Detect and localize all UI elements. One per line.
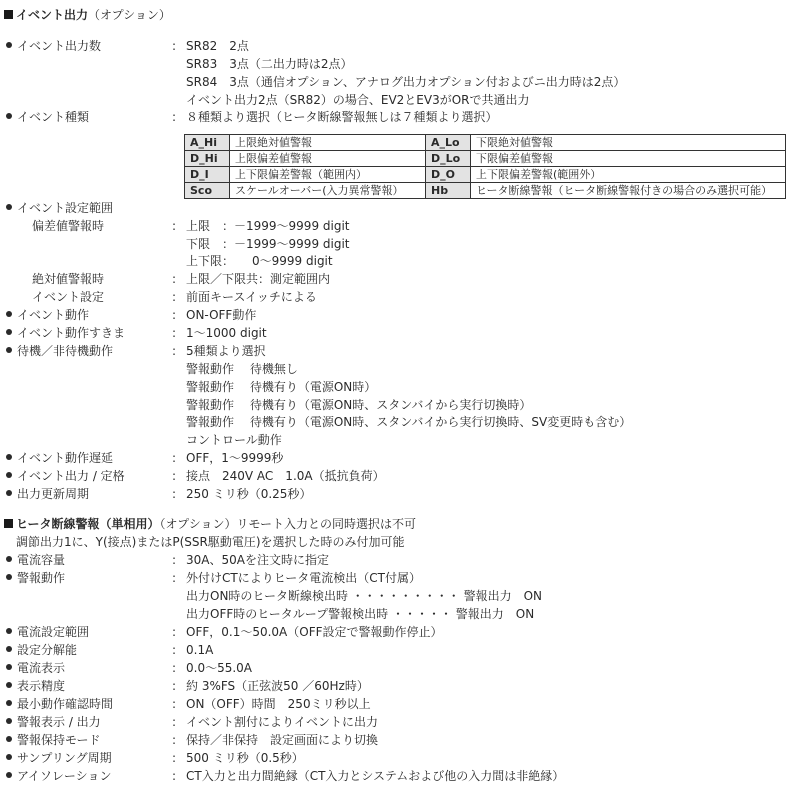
section-heading-heater-break — [4, 515, 416, 533]
section-title-sub: （オプション）リモート入力との同時選択は不可 — [159, 517, 416, 531]
bullet-icon — [6, 682, 12, 688]
spec-label-event-gap: イベント動作すきま — [6, 324, 125, 342]
bullet-icon — [6, 311, 12, 317]
spec-value: 上下限： 0～9999 digit — [186, 254, 333, 268]
bullet-icon — [6, 113, 12, 119]
spec-value: 前面キースイッチによる — [186, 290, 317, 304]
colon: : — [172, 308, 177, 322]
bullet-icon — [6, 628, 12, 634]
section-heading-event-output — [4, 6, 171, 24]
spec-label-hold-mode: 警報保持モード — [6, 731, 101, 749]
colon: : — [172, 272, 177, 286]
section-title: イベント出力 — [16, 8, 89, 22]
spec-label-event-outputs: イベント出力数 — [6, 37, 101, 55]
bullet-icon — [6, 664, 12, 670]
colon: : — [172, 751, 177, 765]
table-row — [185, 167, 786, 183]
spec-value: 接点 240V AC 1.0A（抵抗負荷） — [186, 469, 385, 483]
spec-value: 下限 ：－1999～9999 digit — [186, 237, 350, 251]
spec-sublabel-setting: イベント設定 — [32, 290, 105, 304]
bullet-icon — [6, 42, 12, 48]
colon: : — [172, 326, 177, 340]
spec-value: 警報動作 待機有り（電源ON時） — [186, 380, 377, 394]
colon: : — [172, 553, 177, 567]
spec-value: コントロール動作 — [186, 433, 282, 447]
event-code: D_Lo — [426, 151, 471, 167]
spec-label-resolution: 設定分解能 — [6, 641, 77, 659]
spec-sublabel-deviation: 偏差値警報時 — [32, 219, 105, 233]
spec-value: 警報動作 待機無し — [186, 362, 298, 376]
event-code: A_Hi — [185, 135, 230, 151]
spec-value: ON-OFF動作 — [186, 308, 257, 322]
spec-value: 1～1000 digit — [186, 326, 267, 340]
spec-label-update: 出力更新周期 — [6, 485, 89, 503]
colon: : — [172, 733, 177, 747]
event-description: ヒータ断線警報（ヒータ断線警報付きの場合のみ選択可能） — [471, 183, 786, 199]
spec-value: OFF，1～9999秒 — [186, 451, 284, 465]
event-description: 上限偏差値警報 — [230, 151, 426, 167]
colon: : — [172, 625, 177, 639]
table-row — [185, 135, 786, 151]
colon: : — [172, 451, 177, 465]
event-code: Hb — [426, 183, 471, 199]
event-code: D_I — [185, 167, 230, 183]
colon: : — [172, 661, 177, 675]
spec-label-accuracy: 表示精度 — [6, 677, 65, 695]
colon: : — [172, 344, 177, 358]
spec-label-event-range: イベント設定範囲 — [6, 199, 113, 217]
spec-value: ON（OFF）時間 250ミリ秒以上 — [186, 697, 371, 711]
spec-value: SR83 3点（二出力時は2点） — [186, 57, 353, 71]
spec-value: 0.1A — [186, 643, 214, 657]
spec-sublabel-absolute: 絶対値警報時 — [32, 272, 105, 286]
spec-label-capacity: 電流容量 — [6, 551, 65, 569]
event-kinds-table — [184, 134, 786, 199]
bullet-icon — [6, 556, 12, 562]
bullet-icon — [6, 718, 12, 724]
spec-label-display: 電流表示 — [6, 659, 65, 677]
spec-value: CT入力と出力間絶縁（CT入力とシステムおよび他の入力間は非絶縁） — [186, 769, 565, 783]
spec-value: OFF，0.1～50.0A（OFF設定で警報動作停止） — [186, 625, 443, 639]
event-code: A_Lo — [426, 135, 471, 151]
event-description: 上下限偏差警報(範囲外） — [471, 167, 786, 183]
bullet-icon — [6, 454, 12, 460]
colon: : — [172, 679, 177, 693]
spec-label-alarm: 警報動作 — [6, 569, 65, 587]
spec-label-alarm-output: 警報表示 / 出力 — [6, 713, 101, 731]
square-bullet-icon — [4, 519, 13, 528]
bullet-icon — [6, 736, 12, 742]
bullet-icon — [6, 490, 12, 496]
spec-value: イベント割付によりイベントに出力 — [186, 715, 379, 729]
spec-value: 警報動作 待機有り（電源ON時、スタンバイから実行切換時、SV変更時も含む） — [186, 415, 632, 429]
bullet-icon — [6, 772, 12, 778]
bullet-icon — [6, 700, 12, 706]
spec-label-standby: 待機／非待機動作 — [6, 342, 113, 360]
table-row — [185, 183, 786, 199]
spec-label-event-kinds: イベント種類 — [6, 108, 89, 126]
spec-value: SR84 3点（通信オプション、アナログ出力オプション付およびニ出力時は2点） — [186, 75, 626, 89]
spec-value: 警報動作 待機有り（電源ON時、スタンバイから実行切換時） — [186, 398, 532, 412]
colon: : — [172, 715, 177, 729]
spec-value: 出力OFF時のヒータループ警報検出時 ・・・・・ 警報出力 ON — [186, 607, 535, 621]
colon: : — [172, 469, 177, 483]
spec-value: 出力ON時のヒータ断線検出時 ・・・・・・・・・ 警報出力 ON — [186, 589, 542, 603]
colon: : — [172, 643, 177, 657]
event-code: D_O — [426, 167, 471, 183]
bullet-icon — [6, 329, 12, 335]
table-row — [185, 151, 786, 167]
spec-value: ８種類より選択（ヒータ断線警報無しは７種類より選択） — [186, 110, 498, 124]
spec-label-delay: イベント動作遅延 — [6, 449, 113, 467]
colon: : — [172, 110, 177, 124]
bullet-icon — [6, 347, 12, 353]
spec-label-min-time: 最小動作確認時間 — [6, 695, 113, 713]
colon: : — [172, 39, 177, 53]
spec-value: 上限 ：－1999～9999 digit — [186, 219, 350, 233]
colon: : — [172, 697, 177, 711]
section-title: ヒータ断線警報（単相用） — [16, 517, 160, 531]
spec-value: イベント出力2点（SR82）の場合、EV2とEV3がORで共通出力 — [186, 93, 530, 107]
spec-value: 500 ミリ秒（0.5秒） — [186, 751, 304, 765]
colon: : — [172, 487, 177, 501]
spec-label-sampling: サンプリング周期 — [6, 749, 112, 767]
colon: : — [172, 769, 177, 783]
event-description: 上限絶対値警報 — [230, 135, 426, 151]
event-description: 下限偏差値警報 — [471, 151, 786, 167]
spec-label-isolation: アイソレーション — [6, 767, 111, 785]
event-description: 下限絶対値警報 — [471, 135, 786, 151]
spec-value: 上限／下限共：測定範囲内 — [186, 272, 331, 286]
spec-value: 0.0～55.0A — [186, 661, 253, 675]
bullet-icon — [6, 204, 12, 210]
bullet-icon — [6, 754, 12, 760]
colon: : — [172, 571, 177, 585]
spec-value: 保持／非保持 設定画面により切換 — [186, 733, 379, 747]
event-code: Sco — [185, 183, 230, 199]
spec-value: 30A、50Aを注文時に指定 — [186, 553, 329, 567]
event-description: スケールオーバー(入力異常警報） — [230, 183, 426, 199]
bullet-icon — [6, 646, 12, 652]
section-title-sub: （オプション） — [88, 8, 171, 22]
spec-label-event-action: イベント動作 — [6, 306, 89, 324]
square-bullet-icon — [4, 10, 13, 19]
spec-value: SR82 2点 — [186, 39, 249, 53]
spec-value: 約 3%FS（正弦波50 ／60Hz時） — [186, 679, 369, 693]
event-description: 上下限偏差警報（範囲内） — [230, 167, 426, 183]
colon: : — [172, 219, 177, 233]
section-note: 調節出力1に、Y(接点)またはP(SSR駆動電圧)を選択した時のみ付加可能 — [16, 535, 405, 549]
spec-label-rating: イベント出力 / 定格 — [6, 467, 125, 485]
spec-value: 5種類より選択 — [186, 344, 266, 358]
spec-value: 外付けCTによりヒータ電流検出（CT付属） — [186, 571, 421, 585]
colon: : — [172, 290, 177, 304]
bullet-icon — [6, 472, 12, 478]
spec-label-current-range: 電流設定範囲 — [6, 623, 89, 641]
spec-value: 250 ミリ秒（0.25秒） — [186, 487, 312, 501]
event-code: D_Hi — [185, 151, 230, 167]
bullet-icon — [6, 574, 12, 580]
